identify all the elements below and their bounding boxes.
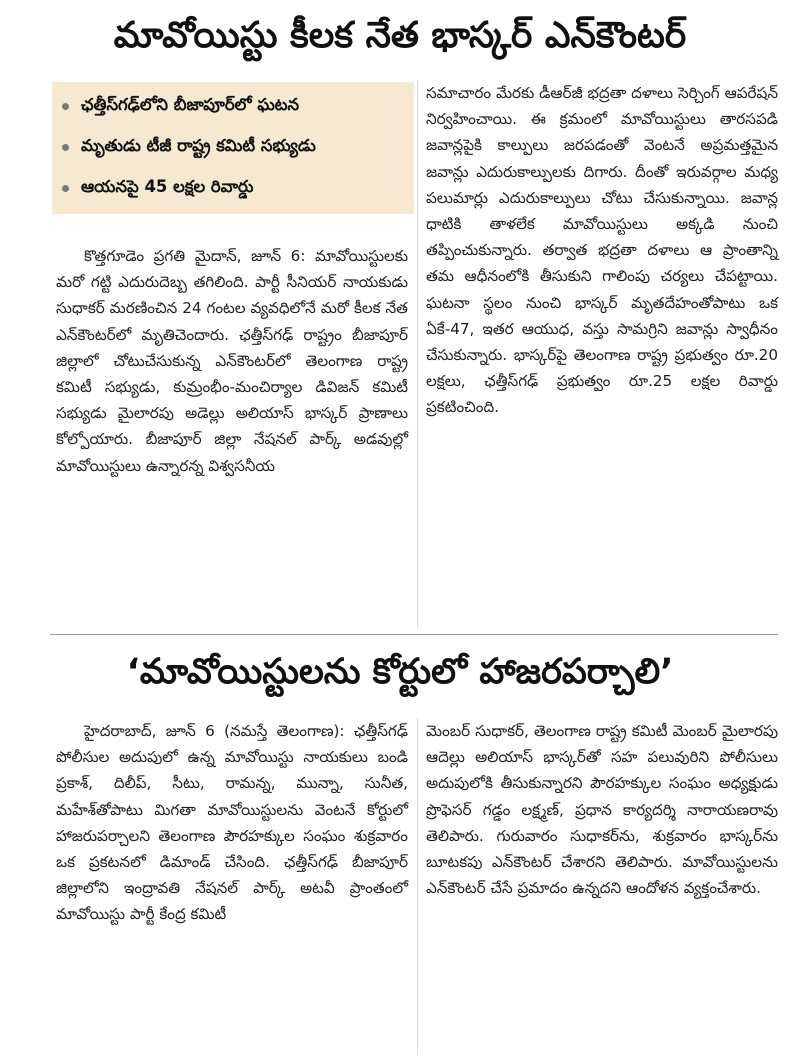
column-rule (417, 718, 418, 1054)
article-divider (50, 634, 778, 635)
article1-paragraph: సమాచారం మేరకు డీఆర్‌జీ భద్రతా దళాలు సెర్చింగ్ ఆపరేషన్ నిర్వహించాయి. ఈ క్రమంలో మావోయిస్టులు తారసపడి జవాన్లపైకి కాల్పులు జరపడంతో వెంటనే అప్రమత్తమైన జవాన్లు ఎదురుకాల్పులకు దిగారు. దీంతో ఇరువర్గాల మధ్య పలుమార్లు ఎదురుకాల్పులు చోటు చేసుకున్నాయి. జవాన్ల ధాటికి తాళలేక మావోయిస్టులు అక్కడి నుంచి తప్పించుకున్నారు. తర్వాత భద్రతా దళాలు ఆ ప్రాంతాన్ని తమ ఆధీనంలోకి తీసుకుని గాలింపు చర్యలు చేపట్టాయి. ఘటనా స్థలం నుంచి భాస్కర్ మృతదేహంతోపాటు ఒక ఏకే-47, ఇతర ఆయుధ, వస్తు సామగ్రిని జవాన్లు స్వాధీనం చేసుకున్నారు. భాస్కర్‌పై తెలంగాణ రాష్ట్ర ప్రభుత్వం రూ.20 లక్షలు, ఛత్తీస్‌గఢ్ ప్రభుత్వం రూ.25 లక్షల రివార్డు ప్రకటించింది. (426, 84, 778, 417)
bullet-icon (62, 185, 69, 192)
bullet-icon (62, 144, 69, 151)
article1-column-1 (56, 243, 408, 479)
article1-headline: మావోయిస్టు కీలక నేత భాస్కర్ ఎన్‌కౌంటర్ (113, 15, 687, 56)
highlights-box (52, 82, 414, 214)
highlight-text: ఆయనపై 45 లక్షల రివార్డు (81, 177, 254, 196)
article2-paragraph: హైదరాబాద్, జూన్ 6 (నమస్తే తెలంగాణ): ఛత్తీస్‌గఢ్ పోలీసుల అదుపులో ఉన్న మావోయిస్టు నాయకులు బండి ప్రకాశ్, దిలీప్, సీటు, రామన్న, మున్నా, సునీత, మహేశ్‌తోపాటు మిగతా మావోయిస్టులను వెంటనే కోర్టులో హాజరుపర్చాలని తెలంగాణ పౌరహక్కుల సంఘం శుక్రవారం ఒక ప్రకటనలో డిమాండ్ చేసింది. ఛత్తీస్‌గఢ్ బీజాపూర్ జిల్లాలోని ఇంద్రావతి నేషనల్ పార్క్ అటవీ ప్రాంతంలో మావోయిస్టు పార్టీ కేంద్ర కమిటీ (56, 722, 408, 924)
article1-paragraph: కొత్తగూడెం ప్రగతి మైదాన్, జూన్ 6: మావోయిస్టులకు మరో గట్టి ఎదురుదెబ్బ తగిలింది. పార్టీ సీనియర్ నాయకుడు సుధాకర్ మరణించిన 24 గంటల వ్యవధిలోనే మరో కీలక నేత ఎన్‌కౌంటర్‌లో మృతిచెందారు. ఛత్తీస్‌గఢ్ రాష్ట్రం బీజాపూర్ జిల్లాలో చోటుచేసుకున్న ఎన్‌కౌంటర్‌లో తెలంగాణ రాష్ట్ర కమిటీ సభ్యుడు, కుమ్రంభీం-మంచిర్యాల డివిజన్ కమిటీ సభ్యుడు మైలారపు అడెల్లు అలియాస్ భాస్కర్ ప్రాణాలు కోల్పోయారు. బీజాపూర్ జిల్లా నేషనల్ పార్క్ అడవుల్లో మావోయిస్టులు ఉన్నారన్న విశ్వసనీయ (56, 247, 408, 475)
article1-column-2 (426, 80, 778, 421)
highlight-item (62, 86, 406, 127)
highlight-text: ఛత్తీస్‌గఢ్‌లోని బీజాపూర్‌లో ఘటన (81, 95, 300, 114)
article2-column-1 (56, 718, 408, 928)
highlight-text: మృతుడు టీజీ రాష్ట్ర కమిటీ సభ్యుడు (81, 136, 316, 155)
column-rule (417, 80, 418, 628)
highlight-item (62, 127, 406, 168)
article2-paragraph: మెంబర్ సుధాకర్, తెలంగాణ రాష్ట్ర కమిటీ మెంబర్ మైలారపు ఆదెల్లు అలియాస్ భాస్కర్‌తో సహ పలువురిని పోలీసులు అదుపులోకి తీసుకున్నారని పౌరహక్కుల సంఘం అధ్యక్షుడు ప్రొఫెసర్ గడ్డం లక్ష్మణ్, ప్రధాన కార్యదర్శి నారాయణరావు తెలిపారు. గురువారం సుధాకర్‌ను, శుక్రవారం భాస్కర్‌ను బూటకపు ఎన్‌కౌంటర్ చేశారని తెలిపారు. మావోయిస్టులను ఎన్‌కౌంటర్ చేసే ప్రమాదం ఉన్నదని ఆందోళన వ్యక్తంచేశారు. (426, 722, 778, 898)
highlight-item (62, 168, 406, 209)
bullet-icon (62, 103, 69, 110)
article2-headline: ‘మావోయిస్టులను కోర్టులో హాజరపర్చాలి’ (126, 652, 674, 692)
article2-column-2 (426, 718, 778, 901)
